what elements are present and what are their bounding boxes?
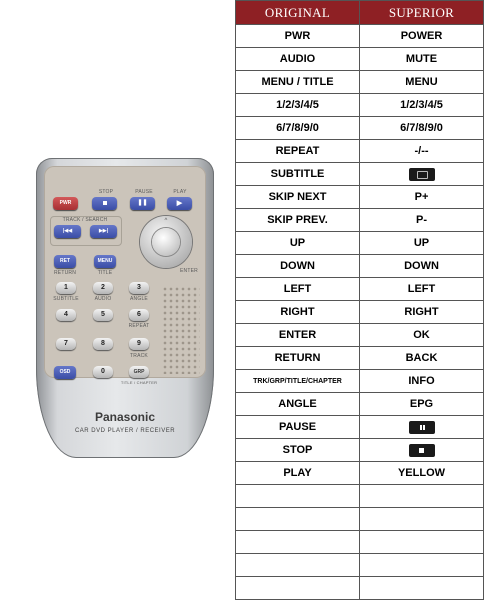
- num-5-button[interactable]: 5: [93, 309, 113, 321]
- osd-button[interactable]: OSD: [54, 366, 76, 379]
- superior-cell: INFO: [360, 370, 484, 393]
- header-original: ORIGINAL: [236, 1, 360, 25]
- play-label: PLAY: [173, 189, 187, 195]
- table-row: [236, 94, 484, 117]
- num-9-button[interactable]: 9: [129, 338, 149, 350]
- table-row: [236, 140, 484, 163]
- num-2-button[interactable]: 2: [93, 282, 113, 294]
- pwr-button[interactable]: PWR: [53, 197, 78, 210]
- original-cell: [236, 554, 360, 577]
- header-superior: SUPERIOR: [360, 1, 484, 25]
- superior-cell: P-: [360, 209, 484, 232]
- superior-cell: [360, 439, 484, 462]
- subtitle-label: SUBTITLE: [53, 296, 79, 302]
- stop-icon: [103, 201, 107, 205]
- pause-button[interactable]: [130, 197, 155, 210]
- table-row: [236, 554, 484, 577]
- table-row: [236, 462, 484, 485]
- table-row: [236, 278, 484, 301]
- skip-next-icon: ▶▶|: [98, 228, 109, 234]
- original-cell: [236, 577, 360, 600]
- table-row: [236, 324, 484, 347]
- table-row: [236, 439, 484, 462]
- play-icon: ▶: [176, 200, 183, 207]
- original-cell: PAUSE: [236, 416, 360, 439]
- stop-button-icon: [409, 444, 435, 457]
- button-mapping-table: [235, 0, 484, 600]
- original-cell: UP: [236, 232, 360, 255]
- original-cell: STOP: [236, 439, 360, 462]
- table-row: [236, 370, 484, 393]
- superior-cell: BACK: [360, 347, 484, 370]
- pause-icon: ❚❚: [137, 200, 148, 206]
- num-8-button[interactable]: 8: [93, 338, 113, 350]
- original-cell: TRK/GRP/TITLE/CHAPTER: [236, 370, 360, 393]
- grp-button[interactable]: GRP: [129, 366, 149, 378]
- num-7-button[interactable]: 7: [56, 338, 76, 350]
- table-row: [236, 393, 484, 416]
- pause-label: PAUSE: [135, 189, 153, 195]
- return-label: RETURN: [53, 270, 77, 276]
- table-row: [236, 117, 484, 140]
- play-button[interactable]: [167, 197, 192, 210]
- superior-cell: [360, 577, 484, 600]
- superior-cell: 6/7/8/9/0: [360, 117, 484, 140]
- original-cell: SKIP NEXT: [236, 186, 360, 209]
- table-row: [236, 301, 484, 324]
- speaker-grille: [162, 286, 200, 374]
- track-search-label: TRACK / SEARCH: [62, 217, 108, 223]
- superior-cell: MUTE: [360, 48, 484, 71]
- model-text: CAR DVD PLAYER / RECEIVER: [74, 428, 176, 434]
- original-cell: [236, 485, 360, 508]
- superior-cell: POWER: [360, 25, 484, 48]
- table-header-row: [236, 1, 484, 25]
- superior-cell: [360, 554, 484, 577]
- original-cell: DOWN: [236, 255, 360, 278]
- superior-cell: RIGHT: [360, 301, 484, 324]
- table-row: [236, 531, 484, 554]
- table-row: [236, 186, 484, 209]
- pause-button-icon: [409, 421, 435, 434]
- superior-cell: OK: [360, 324, 484, 347]
- title-chapter-label: TITLE / CHAPTER: [120, 380, 158, 385]
- table-body: [236, 25, 484, 600]
- table-row: [236, 577, 484, 600]
- chevron-up-icon: ^: [164, 218, 168, 224]
- num-0-button[interactable]: 0: [93, 366, 113, 378]
- skip-prev-icon: |◀◀: [62, 228, 73, 234]
- table-row: [236, 209, 484, 232]
- repeat-label: REPEAT: [128, 323, 150, 329]
- original-cell: PWR: [236, 25, 360, 48]
- original-cell: MENU / TITLE: [236, 71, 360, 94]
- superior-cell: [360, 163, 484, 186]
- original-cell: 1/2/3/4/5: [236, 94, 360, 117]
- audio-label: AUDIO: [94, 296, 112, 302]
- brand-logo: Panasonic: [94, 410, 156, 424]
- ret-button[interactable]: RET: [54, 255, 76, 268]
- table-row: [236, 255, 484, 278]
- num-3-button[interactable]: 3: [129, 282, 149, 294]
- superior-cell: EPG: [360, 393, 484, 416]
- original-cell: SKIP PREV.: [236, 209, 360, 232]
- num-4-button[interactable]: 4: [56, 309, 76, 321]
- superior-cell: LEFT: [360, 278, 484, 301]
- table-row: [236, 347, 484, 370]
- track-label: TRACK: [130, 353, 148, 359]
- superior-cell: [360, 416, 484, 439]
- original-cell: [236, 531, 360, 554]
- table-row: [236, 416, 484, 439]
- superior-cell: MENU: [360, 71, 484, 94]
- title-label: TITLE: [97, 270, 113, 276]
- superior-cell: 1/2/3/4/5: [360, 94, 484, 117]
- num-1-button[interactable]: 1: [56, 282, 76, 294]
- stop-label: STOP: [98, 189, 114, 195]
- stop-button[interactable]: [92, 197, 117, 210]
- table-row: [236, 71, 484, 94]
- table-row: [236, 163, 484, 186]
- table-row: [236, 48, 484, 71]
- superior-cell: DOWN: [360, 255, 484, 278]
- superior-cell: [360, 531, 484, 554]
- num-6-button[interactable]: 6: [129, 309, 149, 321]
- original-cell: AUDIO: [236, 48, 360, 71]
- original-cell: PLAY: [236, 462, 360, 485]
- menu-button[interactable]: MENU: [94, 255, 116, 268]
- superior-cell: [360, 485, 484, 508]
- skip-next-button[interactable]: [90, 225, 117, 238]
- original-cell: [236, 508, 360, 531]
- table-row: [236, 232, 484, 255]
- original-cell: REPEAT: [236, 140, 360, 163]
- original-cell: ENTER: [236, 324, 360, 347]
- subtitle-button-icon: [409, 168, 435, 181]
- original-cell: RETURN: [236, 347, 360, 370]
- superior-cell: UP: [360, 232, 484, 255]
- original-cell: LEFT: [236, 278, 360, 301]
- superior-cell: YELLOW: [360, 462, 484, 485]
- superior-cell: [360, 508, 484, 531]
- remote-control-image: [36, 158, 214, 458]
- superior-cell: P+: [360, 186, 484, 209]
- table-row: [236, 25, 484, 48]
- enter-button[interactable]: [152, 228, 180, 256]
- original-cell: SUBTITLE: [236, 163, 360, 186]
- original-cell: ANGLE: [236, 393, 360, 416]
- enter-label: ENTER: [180, 268, 198, 274]
- skip-prev-button[interactable]: [54, 225, 81, 238]
- original-cell: 6/7/8/9/0: [236, 117, 360, 140]
- superior-cell: -/--: [360, 140, 484, 163]
- original-cell: RIGHT: [236, 301, 360, 324]
- table-row: [236, 485, 484, 508]
- angle-label: ANGLE: [130, 296, 148, 302]
- table-row: [236, 508, 484, 531]
